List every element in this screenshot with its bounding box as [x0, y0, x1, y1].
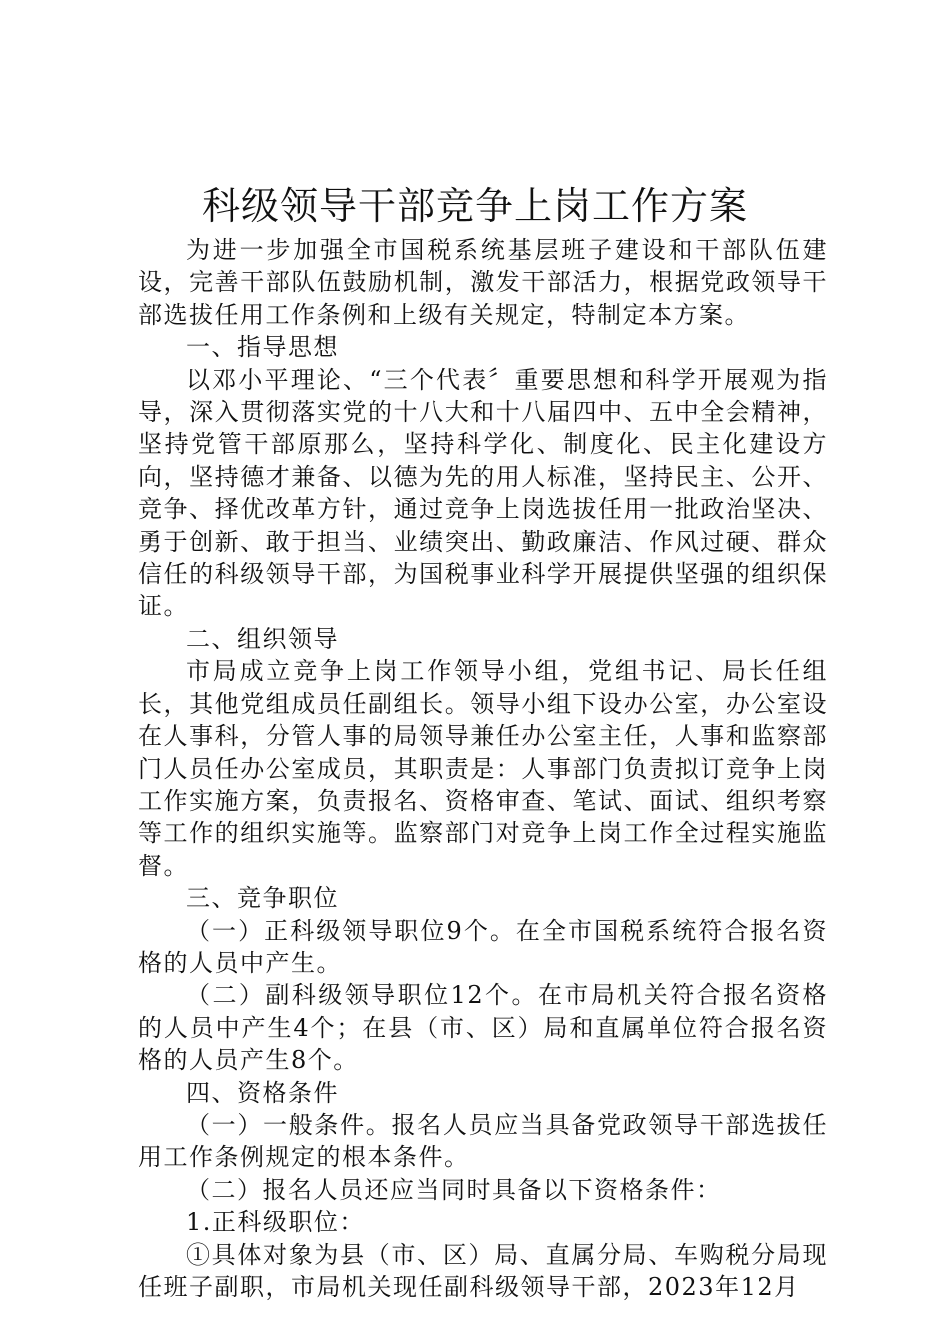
paragraph-organization: 市局成立竞争上岗工作领导小组，党组书记、局长任组长，其他党组成员任副组长。领导小组下设办公室，办公室设在人事科，分管人事的局领导兼任办公室主任，人事和监察部门人员任办公室成员，其职责是：人事部门负责拟订竞争上岗工作实施方案，负责报名、资格审查、笔试、面试、组织考察等工作的组织实施等。监察部门对竞争上岗工作全过程实施监督。 — [138, 657, 828, 880]
paragraph-guiding-ideology: 以邓小平理论、“三个代表〞重要思想和科学开展观为指导，深入贯彻落实党的十八大和十八届四中、五中全会精神，坚持党管干部原那么，坚持科学化、制度化、民主化建设方向，坚持德才兼备、以德为先的用人标准，坚持民主、公开、竞争、择优改革方针，通过竞争上岗选拔任用一批政治坚决、勇于创新、敢于担当、业绩突出、勤政廉洁、作风过硬、群众信任的科级领导干部，为国税事业科学开展提供坚强的组织保证。 — [138, 365, 828, 621]
section-heading-guiding-ideology: 一、指导思想 — [186, 333, 339, 362]
subheading-senior-positions: 1.正科级职位： — [186, 1208, 365, 1237]
paragraph-positions-deputy: （二）副科级领导职位12个。在市局机关符合报名资格的人员中产生4个；在县（市、区）局和直属单位符合报名资格的人员产生8个。 — [138, 981, 828, 1075]
paragraph-additional-conditions: （二）报名人员还应当同时具备以下资格条件： — [186, 1175, 722, 1204]
paragraph-intro: 为进一步加强全市国税系统基层班子建设和干部队伍建设，完善干部队伍鼓励机制，激发干部活力，根据党政领导干部选拔任用工作条例和上级有关规定，特制定本方案。 — [138, 236, 828, 329]
document-body — [138, 234, 828, 1303]
section-heading-qualifications: 四、资格条件 — [186, 1078, 339, 1107]
document-title: 科级领导干部竞争上岗工作方案 — [201, 184, 748, 228]
paragraph-senior-eligibility: ①具体对象为县（市、区）局、直属分局、车购税分局现任班子副职，市局机关现任副科级领导干部，2023年12月 — [138, 1240, 828, 1301]
section-heading-positions: 三、竞争职位 — [186, 884, 339, 913]
paragraph-general-conditions: （一）一般条件。报名人员应当具备党政领导干部选拔任用工作条例规定的根本条件。 — [138, 1110, 828, 1172]
section-heading-organization: 二、组织领导 — [186, 624, 339, 653]
paragraph-positions-senior: （一）正科级领导职位9个。在全市国税系统符合报名资格的人员中产生。 — [138, 916, 828, 977]
